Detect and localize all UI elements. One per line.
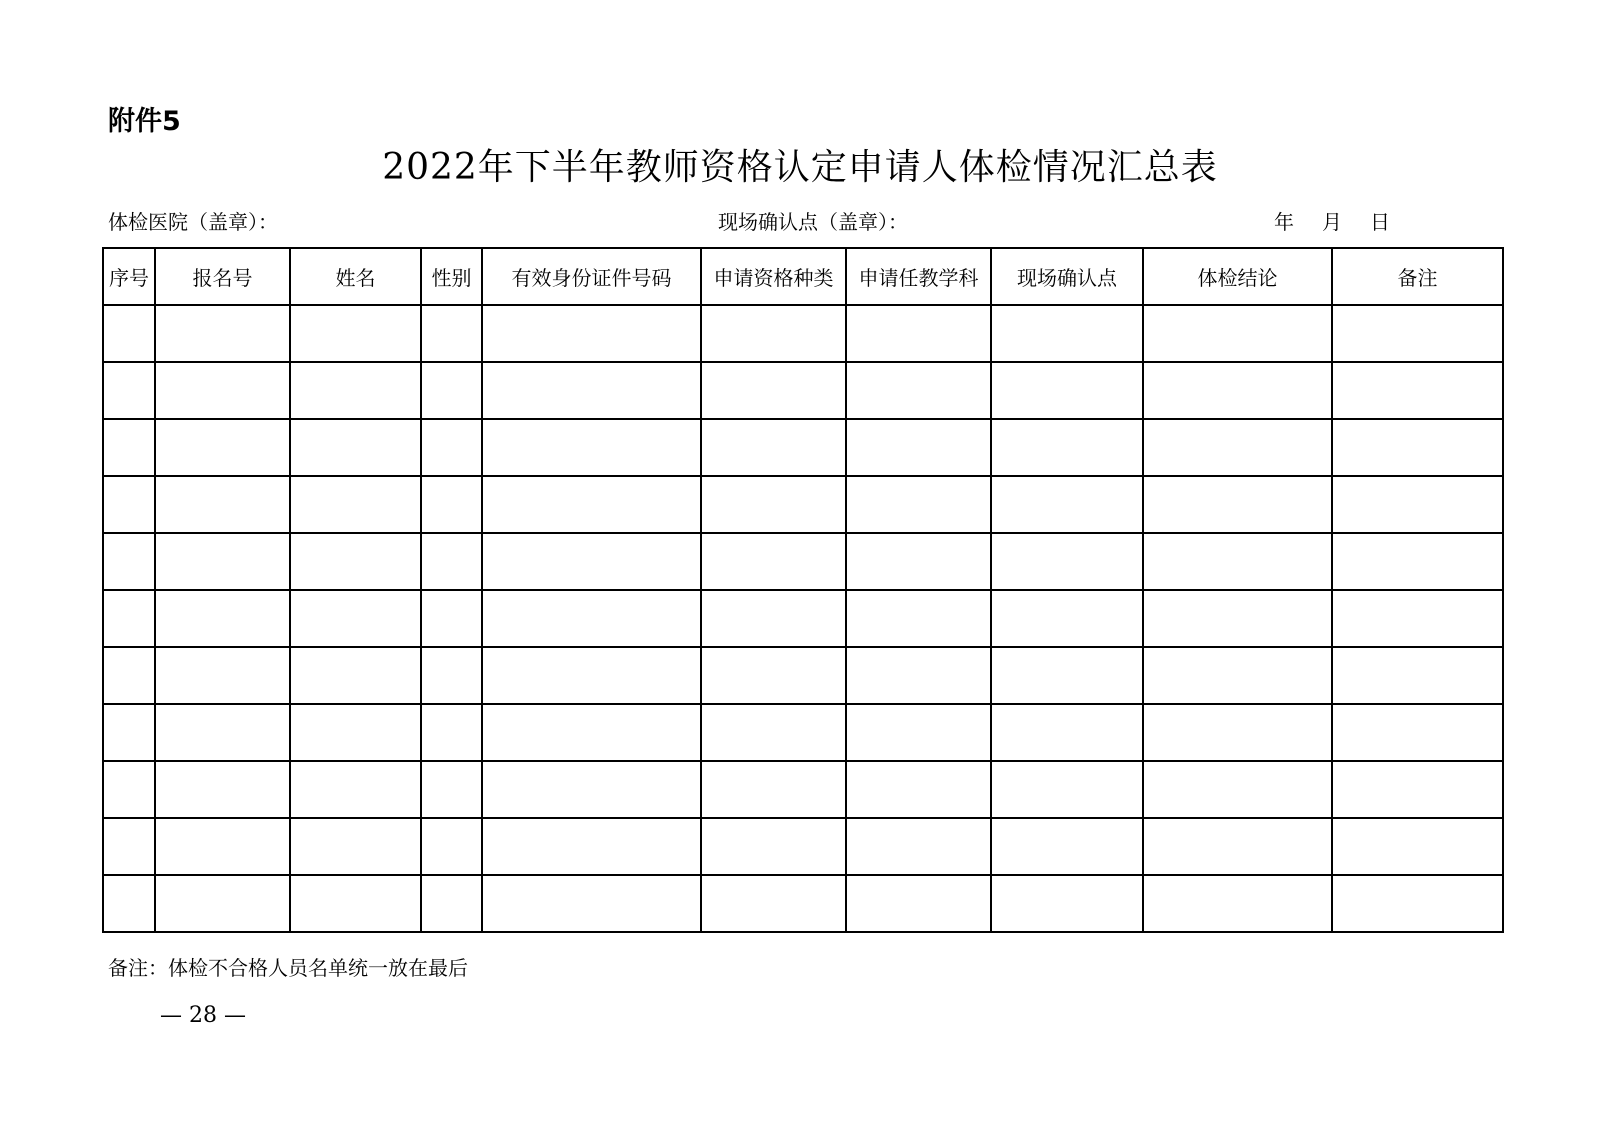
table-cell <box>155 818 290 875</box>
site-stamp-label: 现场确认点（盖章）： <box>718 210 908 234</box>
table-cell <box>701 647 846 704</box>
table-row <box>103 590 1503 647</box>
table-row <box>103 647 1503 704</box>
table-cell <box>701 818 846 875</box>
table-cell <box>991 704 1143 761</box>
table-cell <box>701 761 846 818</box>
table-cell <box>290 533 421 590</box>
date-month: 月 <box>1322 210 1342 234</box>
table-row <box>103 362 1503 419</box>
table-cell <box>1332 419 1503 476</box>
table-cell <box>482 476 701 533</box>
table-cell <box>290 305 421 362</box>
table-cell <box>846 704 991 761</box>
table-cell <box>701 704 846 761</box>
table-cell <box>1332 647 1503 704</box>
table-cell <box>1143 533 1332 590</box>
table-cell <box>1332 362 1503 419</box>
table-cell <box>1332 476 1503 533</box>
table-cell <box>846 761 991 818</box>
table-cell <box>421 305 482 362</box>
table-cell <box>1332 818 1503 875</box>
table-cell <box>290 818 421 875</box>
table-cell <box>991 818 1143 875</box>
table-cell <box>1143 875 1332 932</box>
table-row <box>103 419 1503 476</box>
date-line <box>1274 212 1390 232</box>
table-cell <box>482 533 701 590</box>
table-cell <box>701 362 846 419</box>
table-cell <box>155 476 290 533</box>
table-cell <box>155 533 290 590</box>
table-cell <box>103 818 155 875</box>
table-cell <box>991 476 1143 533</box>
table-cell <box>421 533 482 590</box>
table-cell <box>1143 362 1332 419</box>
table-row <box>103 875 1503 932</box>
table-cell <box>1332 533 1503 590</box>
table-cell <box>991 875 1143 932</box>
table-cell <box>1332 305 1503 362</box>
table-cell <box>155 590 290 647</box>
table-cell <box>846 647 991 704</box>
summary-table <box>102 247 1504 933</box>
table-cell <box>1143 647 1332 704</box>
page-number: — 28 — <box>160 1003 246 1028</box>
table-cell <box>482 362 701 419</box>
table-cell <box>482 647 701 704</box>
table-cell <box>103 761 155 818</box>
table-cell <box>846 476 991 533</box>
table-cell <box>482 704 701 761</box>
table-cell <box>482 818 701 875</box>
table-cell <box>701 533 846 590</box>
table-cell <box>701 476 846 533</box>
table-cell <box>290 362 421 419</box>
column-header: 现场确认点 <box>991 248 1143 305</box>
table-cell <box>103 590 155 647</box>
table-cell <box>290 590 421 647</box>
table-cell <box>1143 476 1332 533</box>
table-cell <box>991 533 1143 590</box>
table-cell <box>846 419 991 476</box>
table-cell <box>103 704 155 761</box>
table-cell <box>1143 818 1332 875</box>
table-cell <box>482 761 701 818</box>
table-cell <box>991 647 1143 704</box>
table-row <box>103 818 1503 875</box>
table-cell <box>482 875 701 932</box>
table-cell <box>103 647 155 704</box>
table-cell <box>991 419 1143 476</box>
table-cell <box>290 647 421 704</box>
table-cell <box>482 590 701 647</box>
table-cell <box>421 590 482 647</box>
table-cell <box>103 476 155 533</box>
table-cell <box>103 419 155 476</box>
table-cell <box>290 761 421 818</box>
table-row <box>103 704 1503 761</box>
table-cell <box>846 590 991 647</box>
table-cell <box>421 818 482 875</box>
table-cell <box>103 875 155 932</box>
table-cell <box>1143 704 1332 761</box>
table-cell <box>421 362 482 419</box>
document-title: 2022年下半年教师资格认定申请人体检情况汇总表 <box>382 147 1218 188</box>
table-cell <box>155 875 290 932</box>
column-header: 报名号 <box>155 248 290 305</box>
table-cell <box>421 419 482 476</box>
table-cell <box>290 875 421 932</box>
table-cell <box>421 761 482 818</box>
table-cell <box>421 704 482 761</box>
table-cell <box>1332 761 1503 818</box>
table-cell <box>846 818 991 875</box>
table-cell <box>701 875 846 932</box>
footnote: 备注：体检不合格人员名单统一放在最后 <box>108 956 468 980</box>
column-header: 申请资格种类 <box>701 248 846 305</box>
table-cell <box>482 419 701 476</box>
table-cell <box>846 875 991 932</box>
table-cell <box>1143 305 1332 362</box>
column-header: 申请任教学科 <box>846 248 991 305</box>
hospital-stamp-label: 体检医院（盖章）： <box>108 210 278 234</box>
table-row <box>103 533 1503 590</box>
column-header: 性别 <box>421 248 482 305</box>
table-cell <box>701 419 846 476</box>
table-cell <box>421 647 482 704</box>
table-cell <box>155 647 290 704</box>
table-cell <box>155 704 290 761</box>
table-cell <box>103 362 155 419</box>
table-cell <box>1143 590 1332 647</box>
table-header-row <box>103 248 1503 305</box>
table-cell <box>846 533 991 590</box>
table-cell <box>482 305 701 362</box>
table-cell <box>155 305 290 362</box>
attachment-label: 附件5 <box>108 106 181 137</box>
table-cell <box>701 590 846 647</box>
column-header: 备注 <box>1332 248 1503 305</box>
table-cell <box>1332 590 1503 647</box>
column-header: 姓名 <box>290 248 421 305</box>
table-cell <box>103 305 155 362</box>
table-cell <box>290 419 421 476</box>
table-cell <box>701 305 846 362</box>
table-body <box>103 305 1503 932</box>
table-cell <box>290 704 421 761</box>
column-header: 有效身份证件号码 <box>482 248 701 305</box>
table-cell <box>103 533 155 590</box>
table-cell <box>1143 761 1332 818</box>
table-row <box>103 476 1503 533</box>
table-cell <box>991 362 1143 419</box>
date-day: 日 <box>1370 210 1390 234</box>
column-header: 序号 <box>103 248 155 305</box>
table-cell <box>1332 704 1503 761</box>
date-year: 年 <box>1274 210 1294 234</box>
table-row <box>103 761 1503 818</box>
table-cell <box>991 305 1143 362</box>
table-cell <box>991 590 1143 647</box>
table-cell <box>421 875 482 932</box>
table-row <box>103 305 1503 362</box>
column-header: 体检结论 <box>1143 248 1332 305</box>
table-cell <box>421 476 482 533</box>
table-cell <box>846 305 991 362</box>
table-cell <box>290 476 421 533</box>
table-cell <box>1143 419 1332 476</box>
table-cell <box>846 362 991 419</box>
table-cell <box>155 362 290 419</box>
table-cell <box>1332 875 1503 932</box>
table-cell <box>155 761 290 818</box>
table-cell <box>991 761 1143 818</box>
table-cell <box>155 419 290 476</box>
